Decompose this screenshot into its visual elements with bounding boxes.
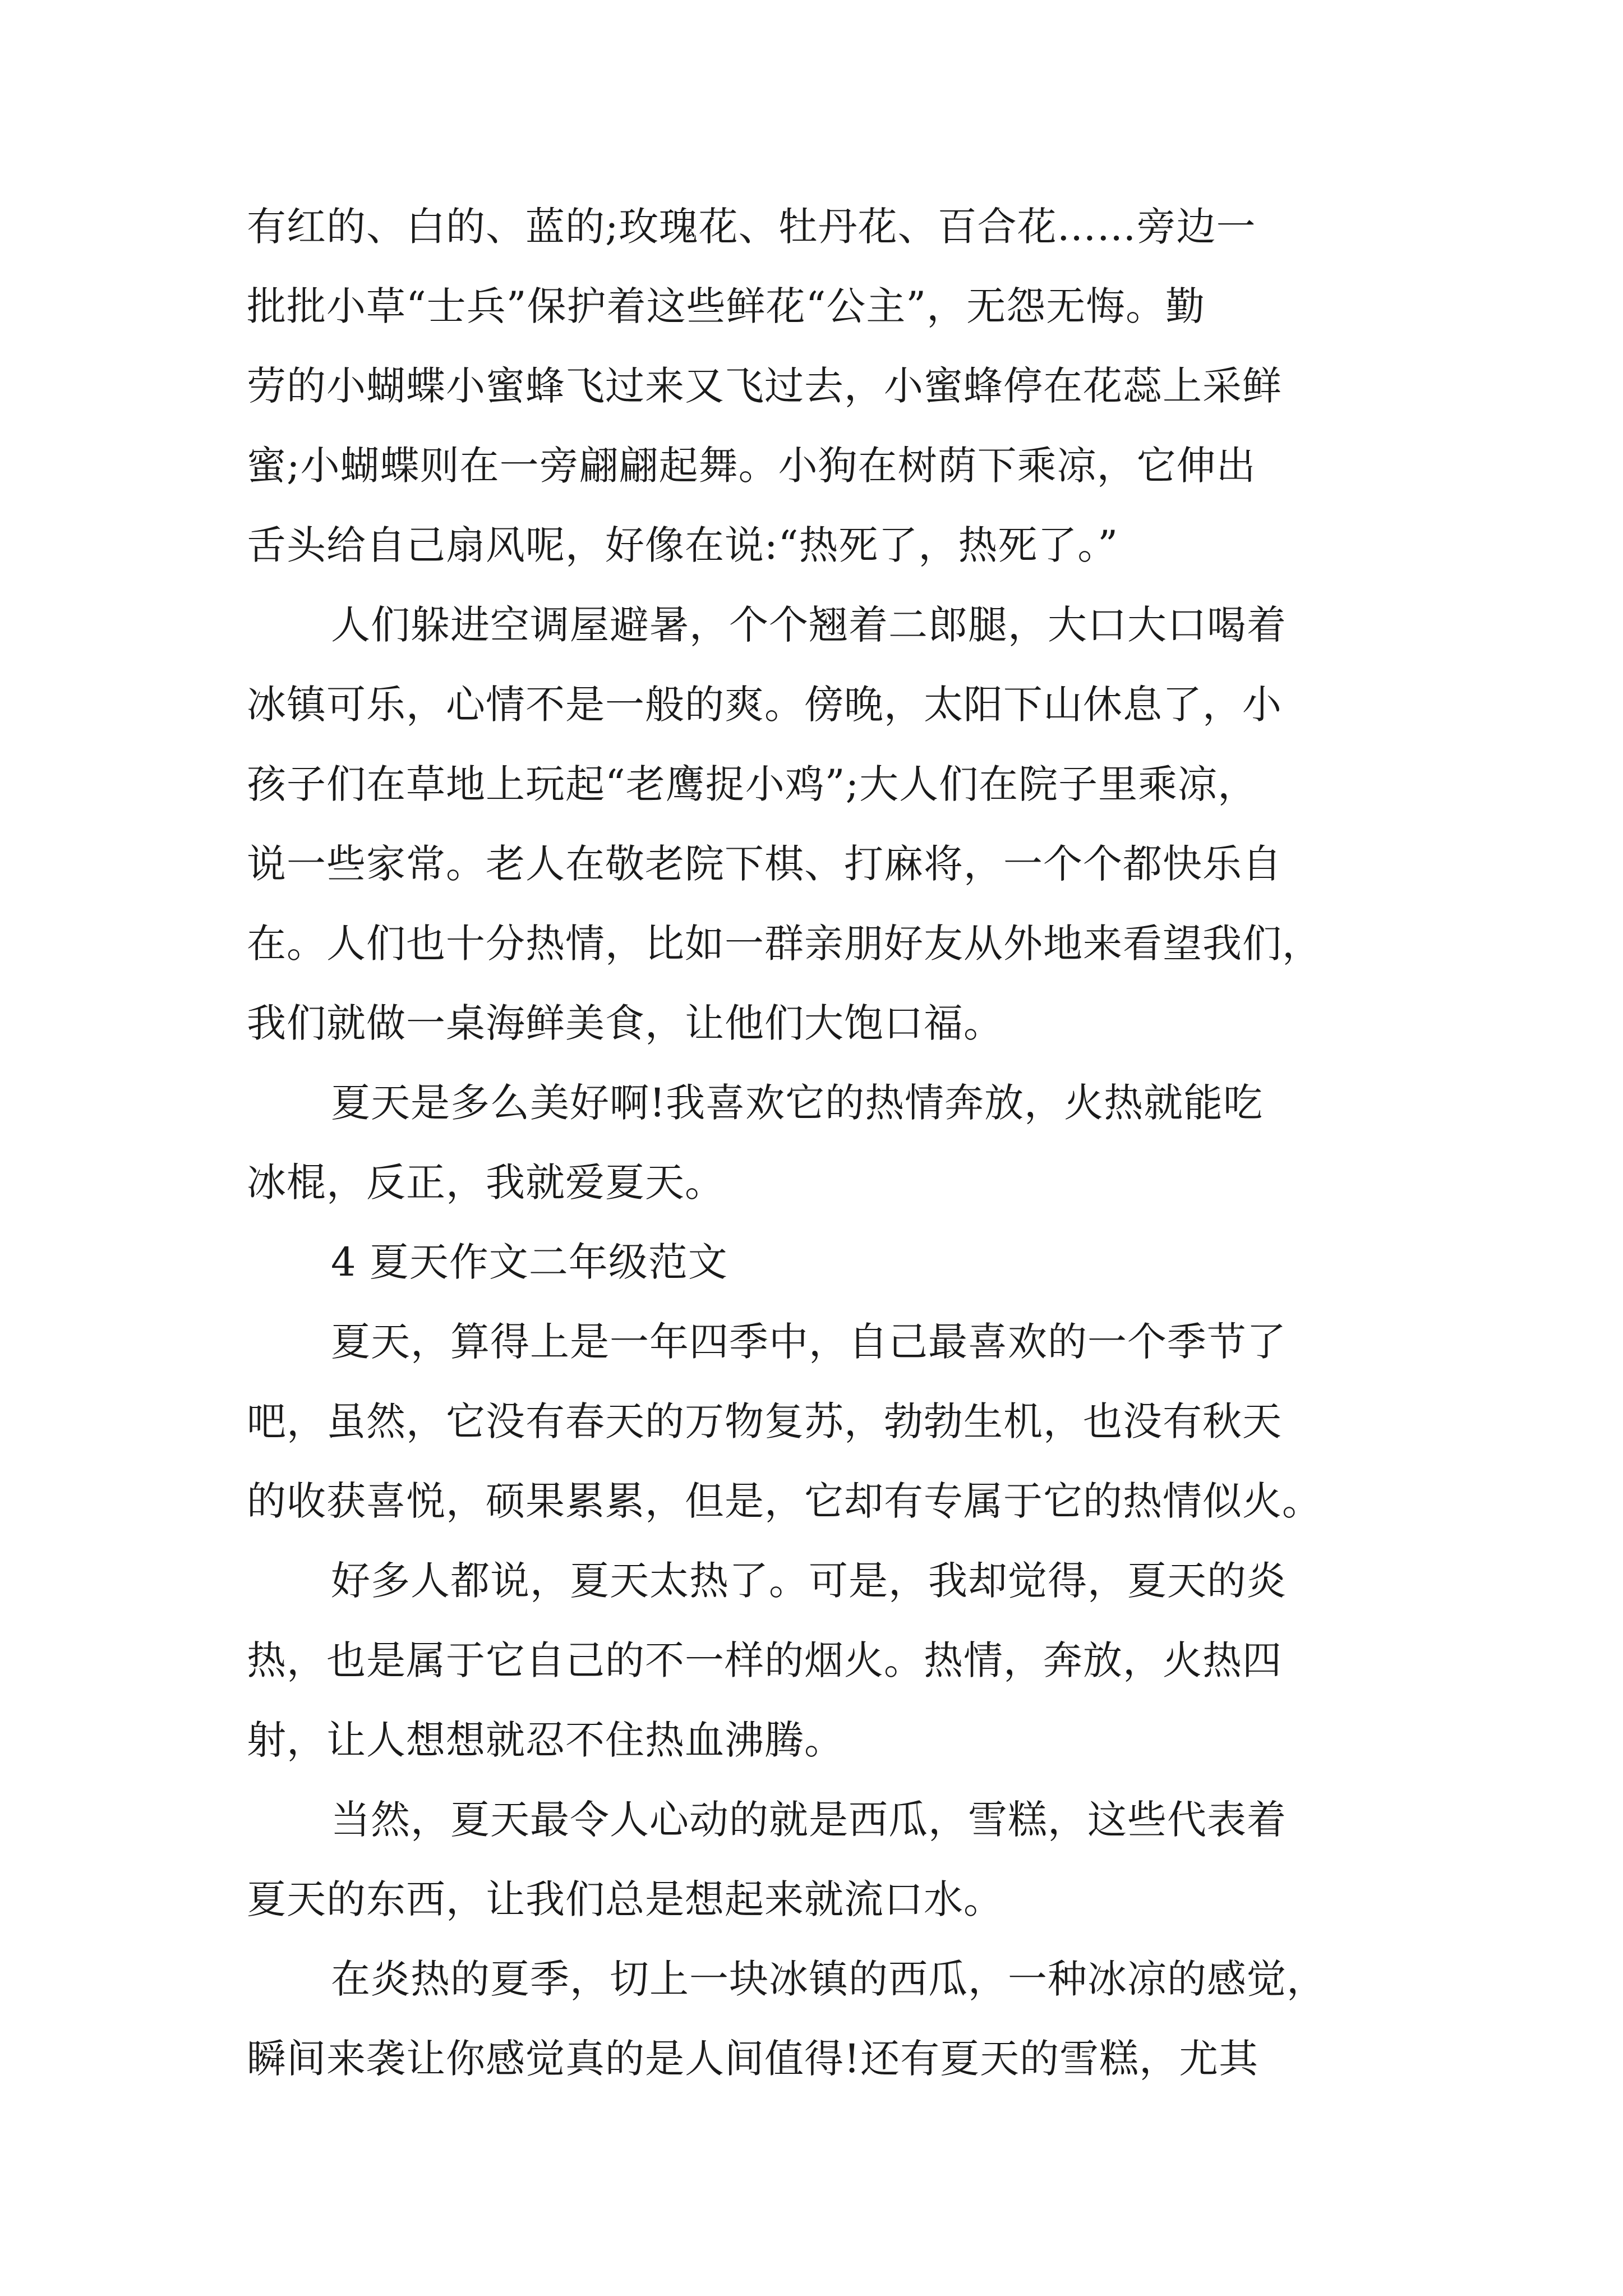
paragraph-first-line: 好多人都说，夏天太热了。可是，我却觉得，夏天的炎 [331, 1558, 1287, 1604]
text-line: 在。人们也十分热情，比如一群亲朋好友从外地来看望我们， [247, 921, 1322, 967]
text-line: 蜜;小蝴蝶则在一旁翩翩起舞。小狗在树荫下乘凉，它伸出 [247, 443, 1256, 489]
text-line: 孩子们在草地上玩起“老鹰捉小鸡”;大人们在院子里乘凉， [247, 761, 1258, 807]
paragraph-first-line: 夏天，算得上是一年四季中，自己最喜欢的一个季节了 [331, 1319, 1287, 1365]
text-line: 冰镇可乐，心情不是一般的爽。傍晚，太阳下山休息了，小 [247, 682, 1282, 728]
text-line: 批批小草“士兵”保护着这些鲜花“公主”，无怨无悔。勤 [247, 283, 1206, 329]
text-line: 的收获喜悦，硕果累累，但是，它却有专属于它的热情似火。 [247, 1478, 1322, 1524]
text-line: 舌头给自己扇风呢，好像在说:“热死了，热死了。” [247, 522, 1119, 568]
text-line: 冰棍，反正，我就爱夏天。 [247, 1159, 725, 1205]
paragraph-first-line: 在炎热的夏季，切上一块冰镇的西瓜，一种冰凉的感觉， [331, 1956, 1326, 2002]
paragraph-first-line: 夏天是多么美好啊!我喜欢它的热情奔放，火热就能吃 [331, 1080, 1264, 1126]
text-line: 有红的、白的、蓝的;玫瑰花、牡丹花、百合花……旁边一 [247, 204, 1256, 250]
text-line: 说一些家常。老人在敬老院下棋、打麻将，一个个都快乐自 [247, 841, 1282, 887]
text-line: 我们就做一桌海鲜美食，让他们大饱口福。 [247, 1000, 1003, 1046]
paragraph-first-line: 人们躲进空调屋避暑，个个翘着二郎腿，大口大口喝着 [331, 602, 1287, 648]
paragraph-first-line: 当然，夏天最令人心动的就是西瓜，雪糕，这些代表着 [331, 1797, 1287, 1843]
text-line: 夏天的东西，让我们总是想起来就流口水。 [247, 1876, 1003, 1922]
text-line: 劳的小蝴蝶小蜜蜂飞过来又飞过去，小蜜蜂停在花蕊上采鲜 [247, 363, 1282, 409]
text-line: 射，让人想想就忍不住热血沸腾。 [247, 1717, 844, 1763]
section-heading: 4 夏天作文二年级范文 [331, 1239, 728, 1285]
text-line: 瞬间来袭让你感觉真的是人间值得!还有夏天的雪糕，尤其 [247, 2036, 1259, 2082]
text-line: 吧，虽然，它没有春天的万物复苏，勃勃生机，也没有秋天 [247, 1398, 1282, 1444]
text-line: 热，也是属于它自己的不一样的烟火。热情，奔放，火热四 [247, 1637, 1282, 1683]
